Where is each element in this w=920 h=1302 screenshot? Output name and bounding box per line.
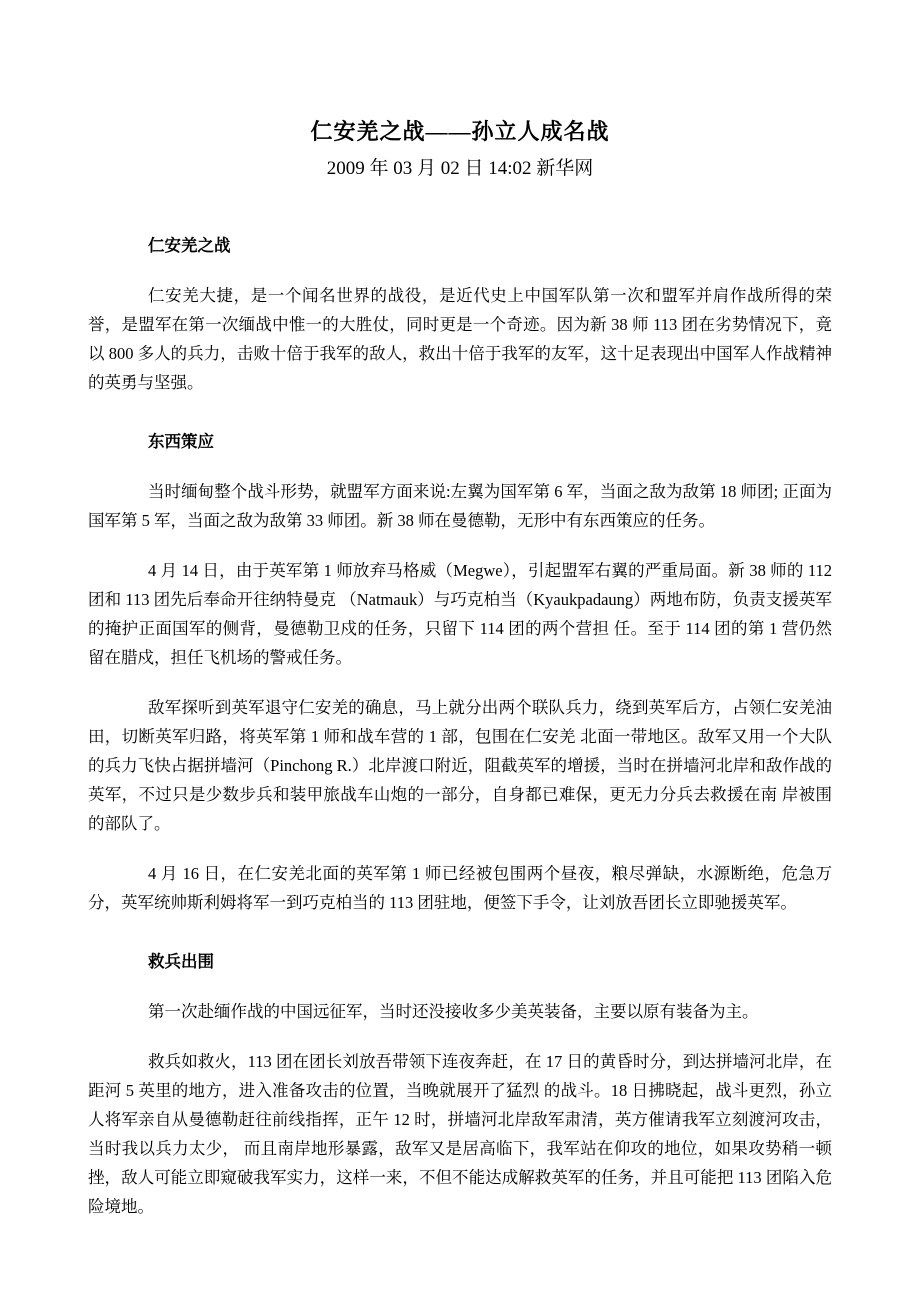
spacer <box>88 181 832 201</box>
section-heading-dongxi-ceying: 东西策应 <box>148 432 214 451</box>
paragraph: 4 月 14 日，由于英军第 1 师放弃马格威（Megwe），引起盟军右翼的严重局面。新 38 师的 112 团和 113 团先后奉命开往纳特曼克 （Natmauk）与巧克柏当（Kyaukpadaung）两地布防，负责支援英军的掩护正面国军的侧背，曼德勒卫戍的任务，只留下 114 团的两个营担 任。至于 114 团的第 1 营仍然留在腊戍，担任飞机场的警戒任务。 <box>88 561 832 667</box>
doc-title: 仁安羌之战——孙立人成名战 <box>310 119 610 144</box>
section-heading-renanqiang-zhizhan: 仁安羌之战 <box>148 236 231 255</box>
paragraph: 仁安羌大捷，是一个闻名世界的战役，是近代史上中国军队第一次和盟军并肩作战所得的荣誉，是盟军在第一次缅战中惟一的大胜仗，同时更是一个奇迹。因为新 38 师 113 团在劣势情况下，竟以 800 多人的兵力，击败十倍于我军的敌人，救出十倍于我军的友军，这十足表现出中国军人作战精神的英勇与坚强。 <box>88 286 832 392</box>
doc-dateline: 2009 年 03 月 02 日 14:02 新华网 <box>326 158 594 179</box>
paragraph: 敌军探听到英军退守仁安羌的确息，马上就分出两个联队兵力，绕到英军后方，占领仁安羌油田，切断英军归路，将英军第 1 师和战车营的 1 部，包围在仁安羌 北面一带地区。敌军又用一个大队的兵力飞快占据拼墙河（Pinchong R.）北岸渡口附近，阻截英军的增援，当时在拼墙河北岸和敌作战的英军，不过只是少数步兵和装甲旅战车山炮的一部分，自身都已难保，更无力分兵去救援在南 岸被围的部队了。 <box>88 698 832 833</box>
paragraph: 救兵如救火，113 团在团长刘放吾带领下连夜奔赶，在 17 日的黄昏时分，到达拼墙河北岸，在距河 5 英里的地方，进入准备攻击的位置，当晚就展开了猛烈 的战斗。18 日拂晓起，战斗更烈，孙立人将军亲自从曼德勒赶往前线指挥，正午 12 时，拼墙河北岸敌军肃清，英方催请我军立刻渡河攻击，当时我以兵力太少， 而且南岸地形暴露，敌军又是居高临下，我军站在仰攻的地位，如果攻势稍一顿挫，敌人可能立即窥破我军实力，这样一来，不但不能达成解救英军的任务，并且可能把 113 团陷入危险境地。 <box>88 1052 832 1216</box>
paragraph: 4 月 16 日，在仁安羌北面的英军第 1 师已经被包围两个昼夜，粮尽弹缺，水源断绝，危急万分，英军统帅斯利姆将军一到巧克柏当的 113 团驻地，便签下手令，让刘放吾团长立即驰援英军。 <box>88 864 832 912</box>
paragraph: 当时缅甸整个战斗形势，就盟军方面来说:左翼为国军第 6 军，当面之敌为敌第 18 师团; 正面为国军第 5 军，当面之敌为敌第 33 师团。新 38 师在曼德勒，无形中有东西策应的任务。 <box>88 482 832 530</box>
paragraph: 第一次赴缅作战的中国远征军，当时还没接收多少美英装备，主要以原有装备为主。 <box>148 1002 759 1021</box>
section-heading-jiubing-chuwei: 救兵出围 <box>148 952 214 971</box>
